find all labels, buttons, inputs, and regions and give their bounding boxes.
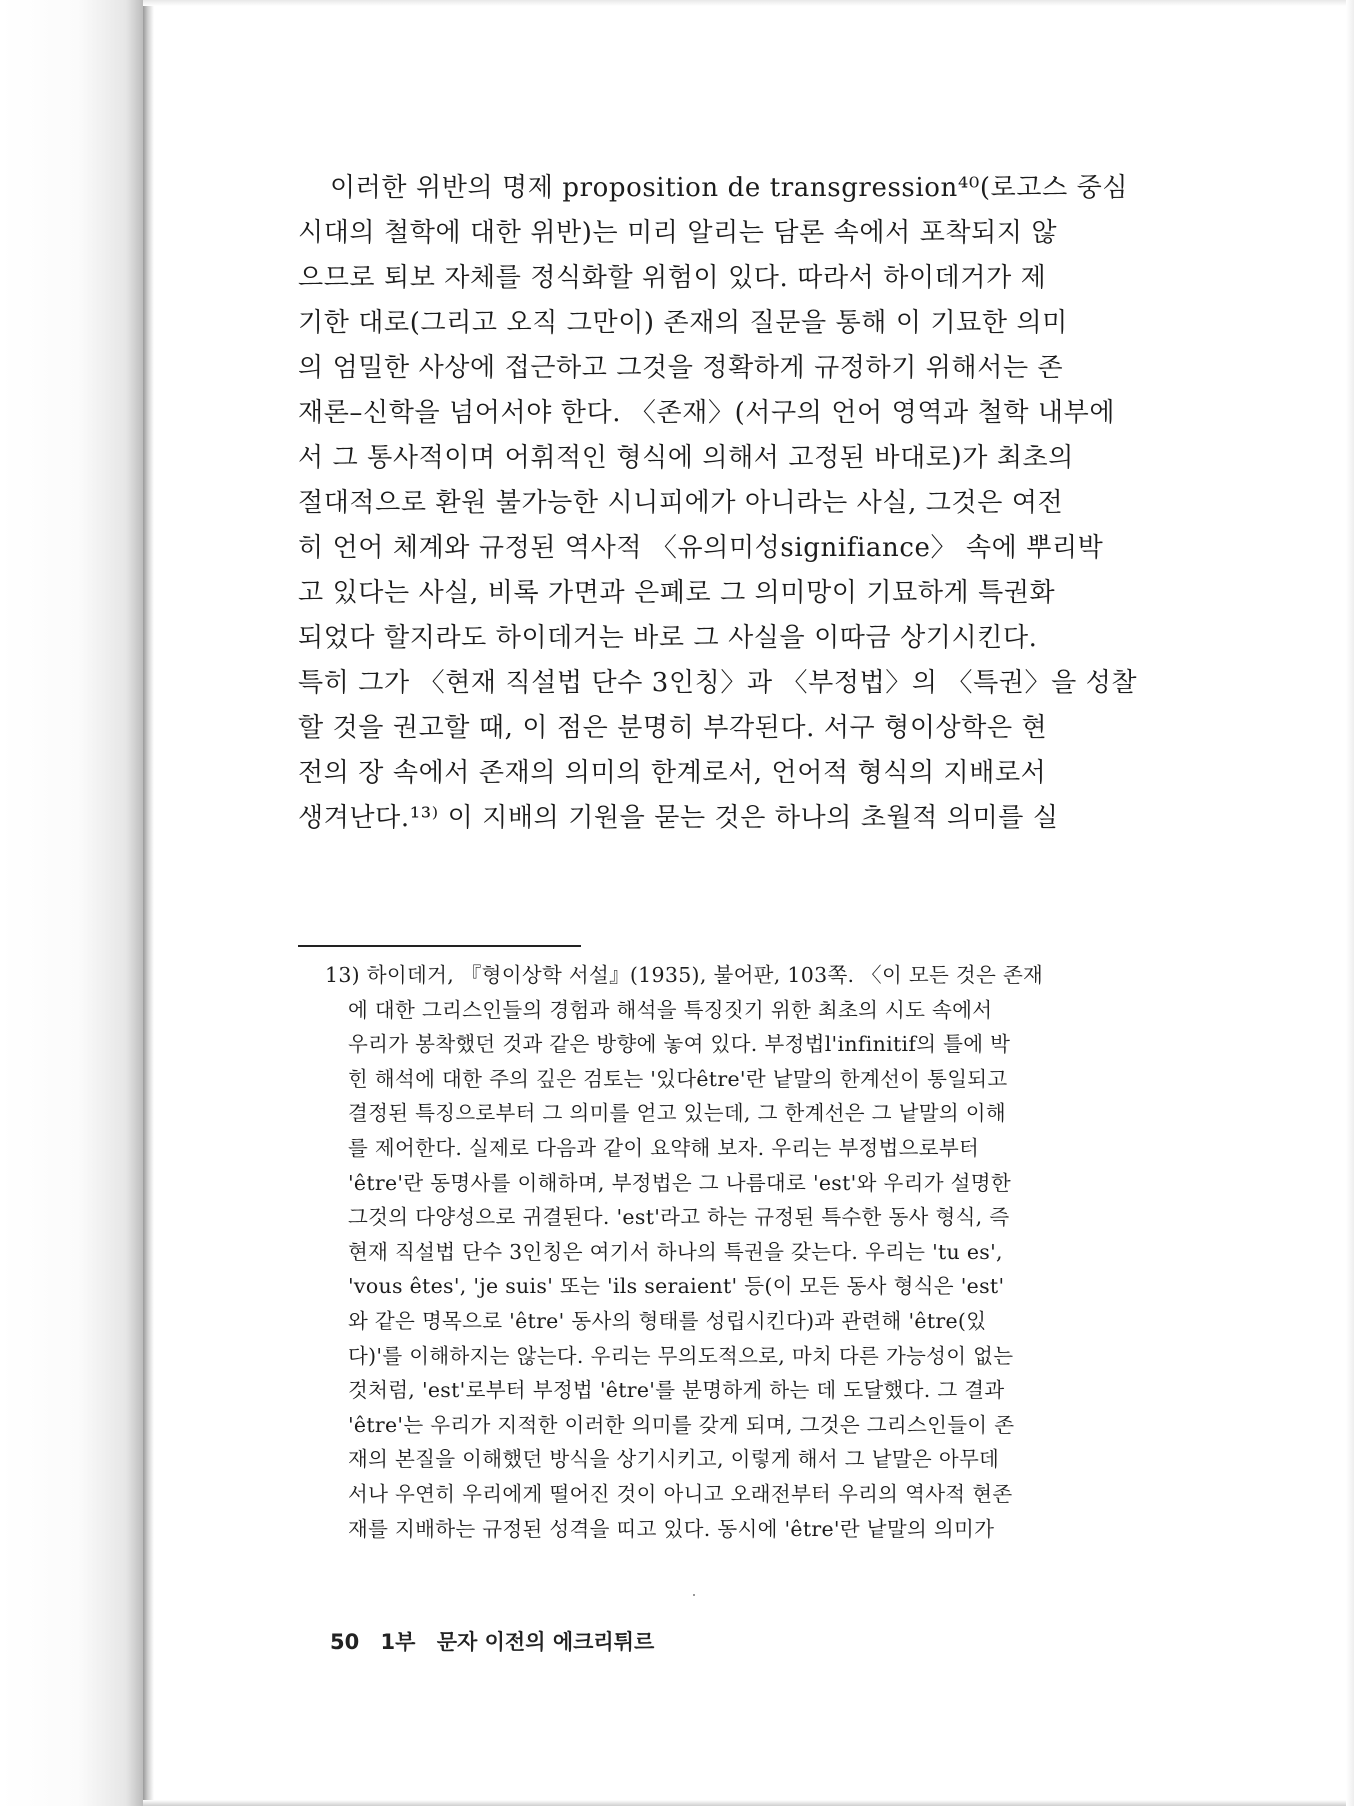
footnote-line: 재를 지배하는 규정된 성격을 띠고 있다. 동시에 'être'란 낱말의 의미가	[348, 1516, 995, 1541]
text-line: 기한 대로(그리고 오직 그만이) 존재의 질문을 통해 이 기묘한 의미	[298, 308, 1068, 338]
page-speck	[693, 1594, 695, 1596]
footnote-line: 'vous êtes', 'je suis' 또는 'ils seraient' 등(이 모든 동사 형식은 'est'	[348, 1274, 1005, 1299]
text-line: 재론–신학을 넘어서야 한다. 〈존재〉(서구의 언어 영역과 철학 내부에	[298, 398, 1116, 428]
text-line: 서 그 통사적이며 어휘적인 형식에 의해서 고정된 바대로)가 최초의	[298, 443, 1074, 473]
footnote-line: 'être'는 우리가 지적한 이러한 의미를 갖게 되며, 그것은 그리스인들이 존	[348, 1412, 1015, 1437]
text-line: 히 언어 체계와 규정된 역사적 〈유의미성signifiance〉 속에 뿌리박	[298, 533, 1104, 563]
footnote-line: 것처럼, 'est'로부터 부정법 'être'를 분명하게 하는 데 도달했다. 그 결과	[348, 1378, 1005, 1403]
footnote-line: 와 같은 명목으로 'être' 동사의 형태를 성립시킨다)과 관련해 'être(있	[348, 1308, 987, 1333]
part-label: 1부	[380, 1630, 416, 1654]
running-footer	[330, 1626, 668, 1656]
text-line: 생겨난다.¹³⁾ 이 지배의 기원을 묻는 것은 하나의 초월적 의미를 실	[298, 803, 1059, 833]
footnote-line: 힌 해석에 대한 주의 깊은 검토는 '있다être'란 낱말의 한계선이 통일되고	[348, 1066, 1008, 1091]
footnote-line: 현재 직설법 단수 3인칭은 여기서 하나의 특권을 갖는다. 우리는 'tu es',	[348, 1239, 1003, 1264]
text-line: 고 있다는 사실, 비록 가면과 은폐로 그 의미망이 기묘하게 특권화	[298, 578, 1056, 608]
footnote-line: 에 대한 그리스인들의 경험과 해석을 특징짓기 위한 최초의 시도 속에서	[348, 997, 993, 1022]
footnote-divider	[298, 945, 581, 947]
text-line: 절대적으로 환원 불가능한 시니피에가 아니라는 사실, 그것은 여전	[298, 488, 1064, 518]
text-line: 으므로 퇴보 자체를 정식화할 위험이 있다. 따라서 하이데거가 제	[298, 263, 1047, 293]
text-line: 되었다 할지라도 하이데거는 바로 그 사실을 이따금 상기시킨다.	[298, 623, 1038, 653]
footnote-line: 결정된 특징으로부터 그 의미를 얻고 있는데, 그 한계선은 그 낱말의 이해	[348, 1101, 1006, 1126]
text-line: 시대의 철학에 대한 위반)는 미리 알리는 담론 속에서 포착되지 않	[298, 218, 1058, 248]
page-top-edge	[143, 0, 1354, 6]
text-line: 이러한 위반의 명제 proposition de transgression⁴⁰(로고스 중심	[330, 173, 1129, 203]
footnote-line: 'être'란 동명사를 이해하며, 부정법은 그 나름대로 'est'와 우리가 설명한	[348, 1170, 1011, 1195]
footnote-line: 우리가 봉착했던 것과 같은 방향에 놓여 있다. 부정법l'infinitif의 틀에 박	[348, 1032, 1011, 1057]
footnote-line: 서나 우연히 우리에게 떨어진 것이 아니고 오래전부터 우리의 역사적 현존	[348, 1481, 1013, 1506]
page-shadow	[0, 0, 143, 1806]
page-left-edge	[143, 6, 154, 1802]
page-bottom-edge	[143, 1800, 1354, 1806]
footnote-line: 재의 본질을 이해했던 방식을 상기시키고, 이렇게 해서 그 낱말은 아무데	[348, 1447, 1000, 1472]
footnote-line: 다)'를 이해하지는 않는다. 우리는 무의도적으로, 마치 다른 가능성이 없는	[348, 1343, 1014, 1368]
section-title: 문자 이전의 에크리튀르	[436, 1630, 655, 1654]
footnote-line: 를 제어한다. 실제로 다음과 같이 요약해 보자. 우리는 부정법으로부터	[348, 1135, 980, 1160]
text-line: 의 엄밀한 사상에 접근하고 그것을 정확하게 규정하기 위해서는 존	[298, 353, 1064, 383]
text-line: 특히 그가 〈현재 직설법 단수 3인칭〉과 〈부정법〉의 〈특권〉을 성찰	[298, 668, 1138, 698]
footnote-line: 그것의 다양성으로 귀결된다. 'est'라고 하는 규정된 특수한 동사 형식, 즉	[348, 1205, 1010, 1230]
main-text	[298, 166, 1150, 841]
text-line: 할 것을 권고할 때, 이 점은 분명히 부각된다. 서구 형이상학은 현	[298, 713, 1048, 743]
page-number: 50	[330, 1630, 360, 1654]
footnote-line: 13) 하이데거, 『형이상학 서설』(1935), 불어판, 103쪽. 〈이 모든 것은 존재	[325, 963, 1044, 987]
text-line: 전의 장 속에서 존재의 의미의 한계로서, 언어적 형식의 지배로서	[298, 758, 1047, 788]
page-right-edge	[1346, 0, 1354, 1806]
footnote-block	[325, 958, 1150, 1546]
